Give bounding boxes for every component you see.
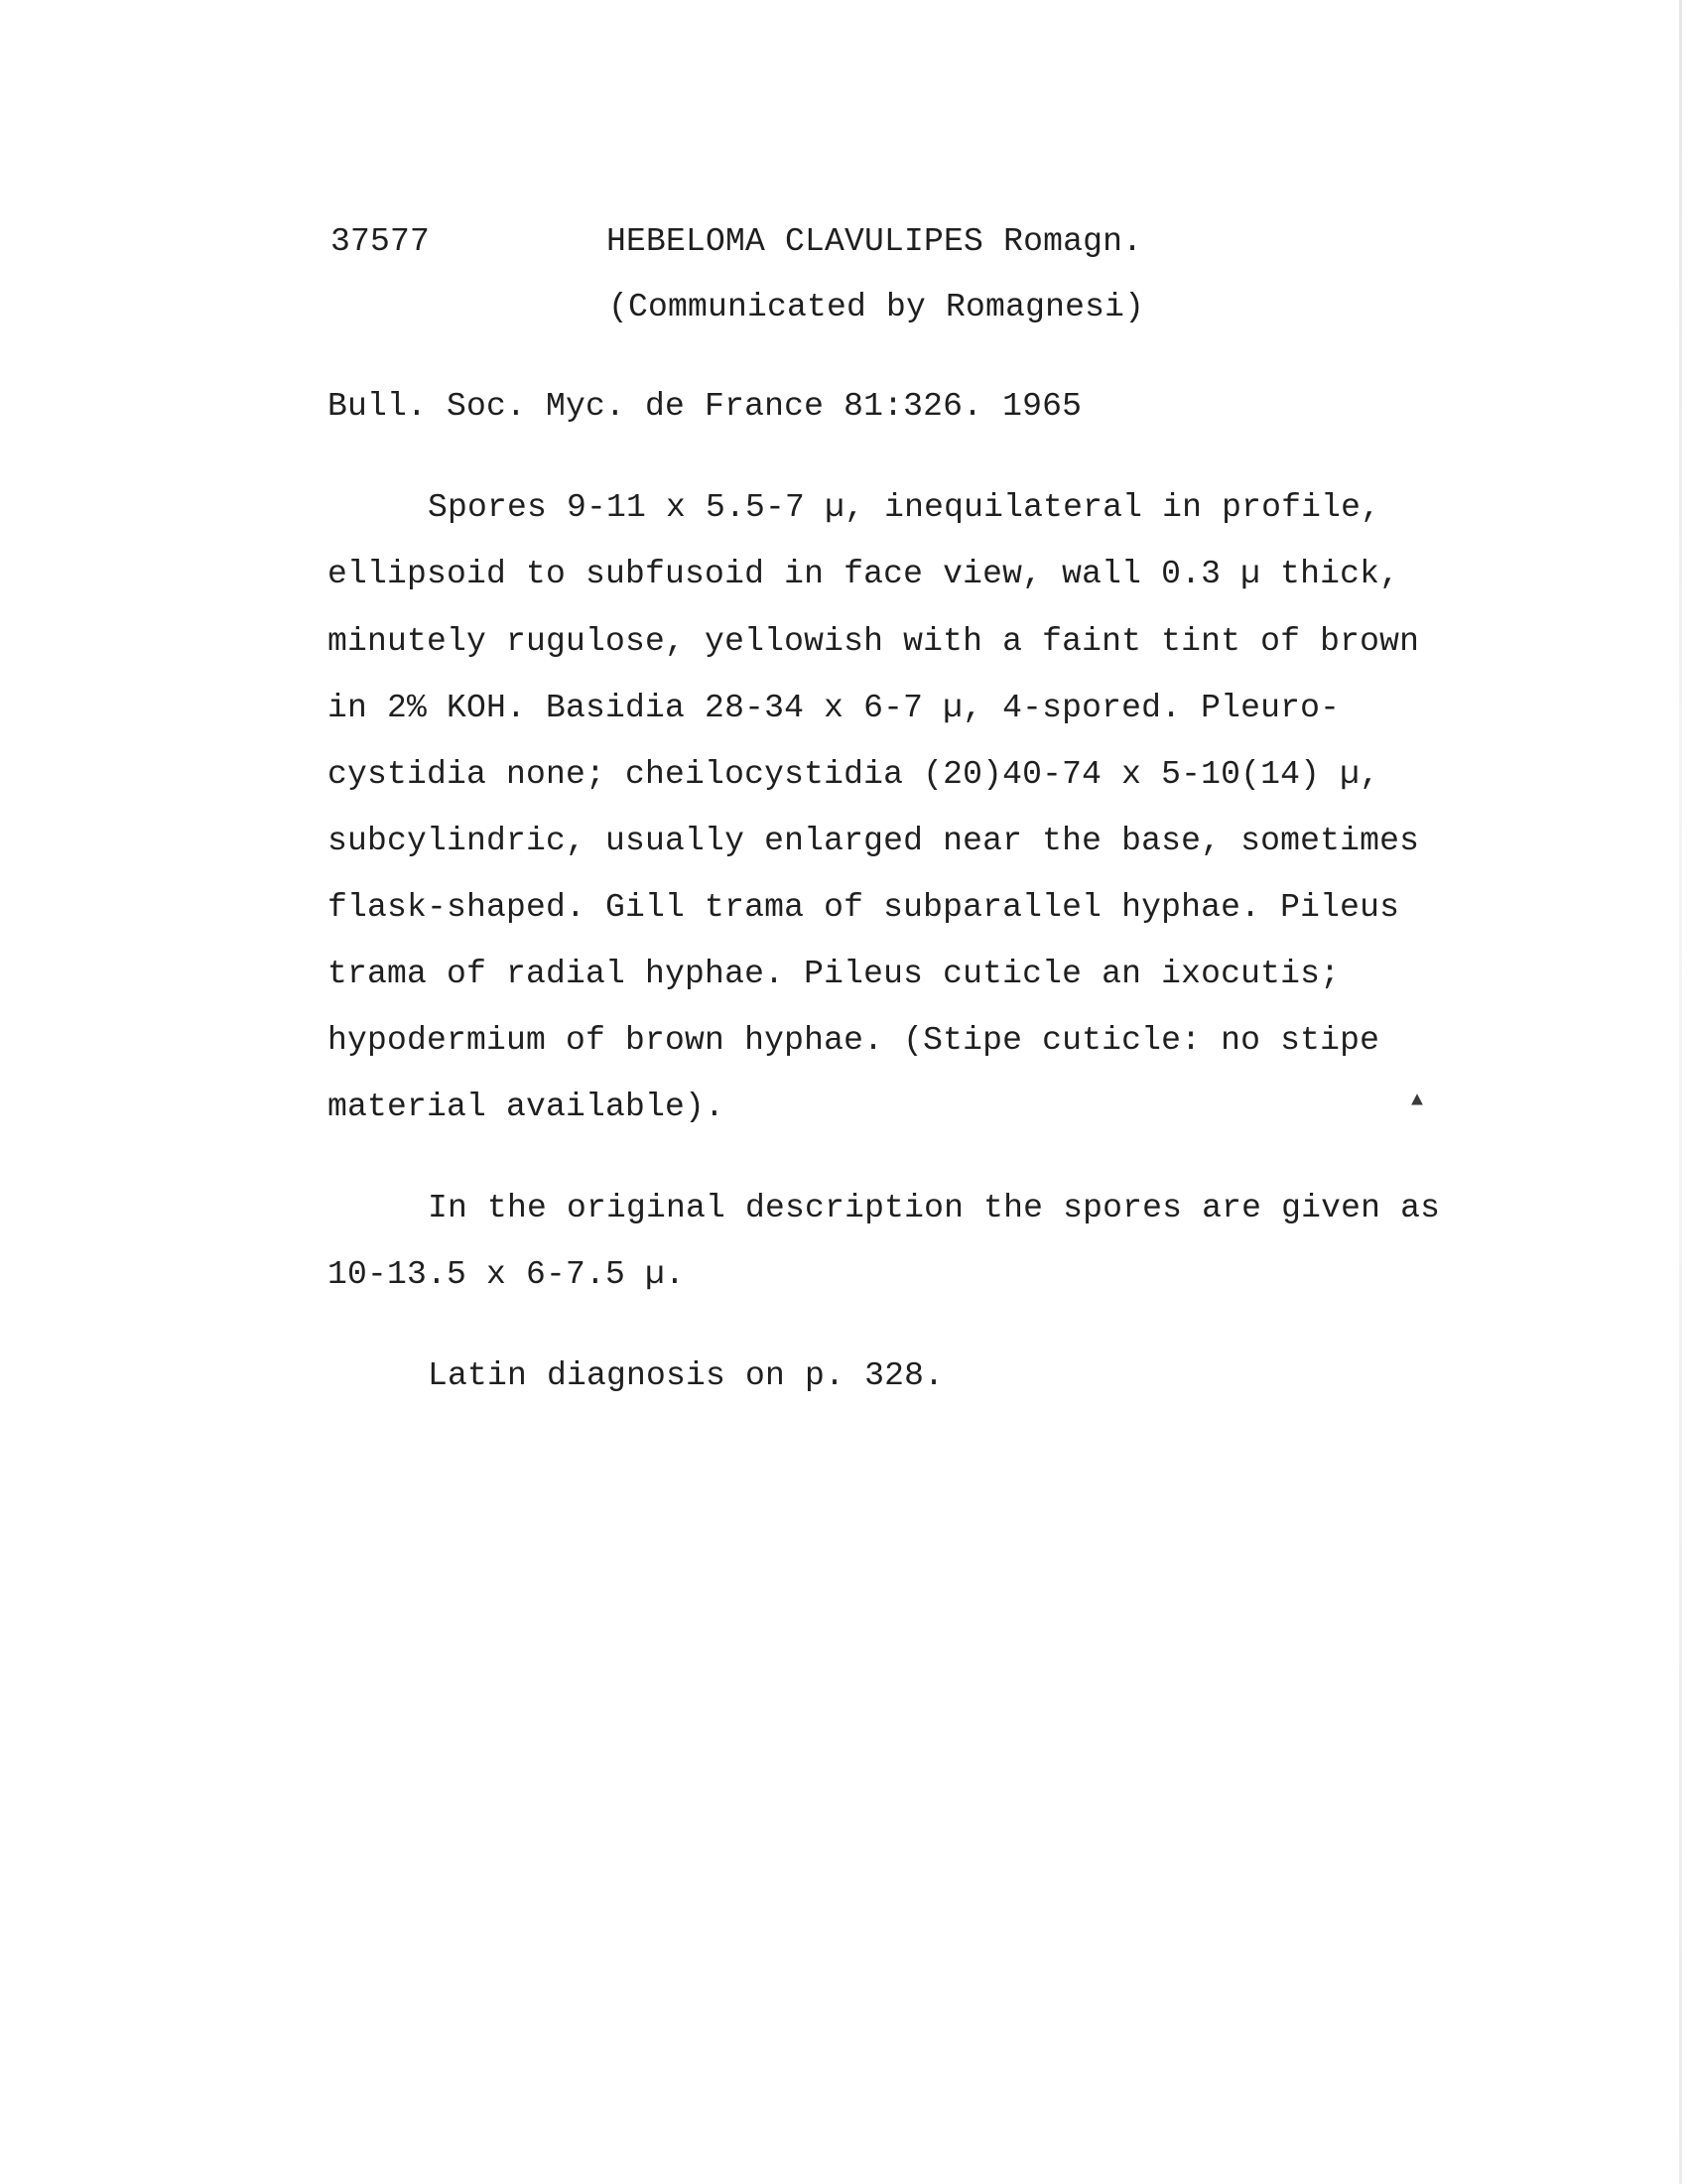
description-line: flask-shaped. Gill trama of subparallel hyphae. Pileus xyxy=(327,889,1400,926)
description-line: material available). xyxy=(327,1089,725,1125)
species-title: HEBELOMA CLAVULIPES Romagn. xyxy=(606,223,1143,260)
communicated-by: (Communicated by Romagnesi) xyxy=(608,289,1145,325)
page-edge-shadow xyxy=(1679,0,1682,2184)
scan-mark: ▲ xyxy=(1411,1090,1424,1112)
description-line: cystidia none; cheilocystidia (20)40-74 x 5-10(14) µ, xyxy=(327,756,1380,793)
description-line: minutely rugulose, yellowish with a faint tint of brown xyxy=(327,623,1420,660)
description-line: subcylindric, usually enlarged near the base, sometimes xyxy=(327,823,1420,859)
note-line: 10-13.5 x 6-7.5 µ. xyxy=(327,1256,686,1293)
description-line: trama of radial hyphae. Pileus cuticle an ixocutis; xyxy=(327,956,1341,992)
description-line: ellipsoid to subfusoid in face view, wall 0.3 µ thick, xyxy=(327,556,1400,592)
citation: Bull. Soc. Myc. de France 81:326. 1965 xyxy=(327,388,1083,425)
latin-diagnosis: Latin diagnosis on p. 328. xyxy=(428,1357,945,1394)
description-line: hypodermium of brown hyphae. (Stipe cuticle: no stipe xyxy=(327,1022,1380,1059)
description-line: in 2% KOH. Basidia 28-34 x 6-7 µ, 4-spored. Pleuro- xyxy=(327,690,1341,726)
description-line: Spores 9-11 x 5.5-7 µ, inequilateral in profile, xyxy=(428,489,1381,526)
accession-number: 37577 xyxy=(330,223,431,260)
note-line: In the original description the spores are given as xyxy=(428,1190,1441,1226)
